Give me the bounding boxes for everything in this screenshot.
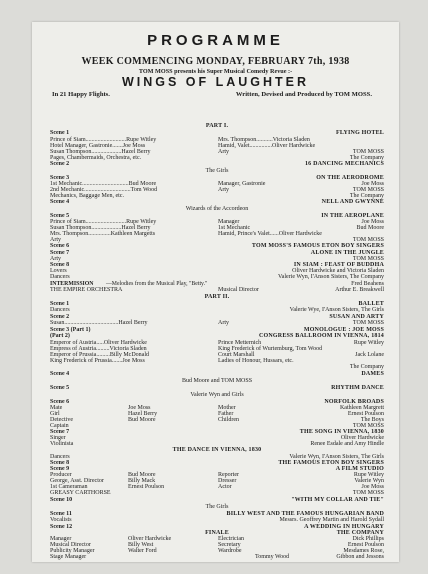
role: Detective [50, 417, 73, 423]
scene-title: CONGRESS BALLROOM IN VIENNA, 1814 [258, 333, 384, 339]
role: Prince of Siam...........................Rupe Witley [50, 219, 157, 225]
scene-title: FLYING HOTEL [335, 130, 384, 136]
role: Vocalists [50, 517, 72, 523]
scene-line [50, 243, 384, 250]
section-label: THE DANCE IN VIENNA, 1830 [172, 447, 262, 453]
scene-title: IN SIAM : FEAST OF BUDDHA [293, 262, 384, 268]
flights-text: In 21 Happy Flights. [52, 91, 110, 98]
actor-right: Rupe Witley [353, 340, 384, 346]
actor-right: Rupe Witley [353, 472, 384, 478]
scene-title: THE FAMOUS ETON BOY SINGERS [278, 460, 384, 466]
part-heading [50, 294, 384, 301]
intermission-label: INTERMISSION [50, 281, 94, 287]
actor-right: Dick Phillips [352, 536, 384, 542]
intermission-credit: Fred Beahens [351, 281, 384, 287]
actor: Hazel Berry [128, 411, 158, 417]
role: Empress of Austria.........Victoria Sladen [50, 346, 147, 352]
scene-title: A WEDDING IN HUNGARY [304, 524, 384, 530]
scene-line [50, 161, 384, 168]
actor-right: Arthur E. Breakwell [335, 287, 384, 293]
role: GREASY CARTHORSE [50, 490, 111, 496]
actor-right: Oliver Hardwicke [340, 435, 384, 441]
cast-line [50, 364, 384, 371]
role: 1st Mechanic...............................Bud Moore [50, 181, 157, 187]
role-right: Dresser [218, 478, 237, 484]
scene-title: MONOLOGUE : JOE MOSS [303, 327, 384, 333]
actor-right: The Boys [360, 417, 384, 423]
scene-title: NELL AND GWYNNE [321, 199, 384, 205]
actor-right: Joe Moss [361, 181, 384, 187]
role-right: Arty [218, 320, 229, 326]
actor-right: Kathleen Margrett [339, 405, 384, 411]
part-label: PART I. [205, 123, 229, 129]
scene-number: Scene 11 [50, 511, 72, 517]
actor-right: The Company [349, 364, 384, 370]
scene-line [50, 130, 384, 137]
role-right: Mother [218, 405, 236, 411]
cast-line [50, 320, 384, 327]
role-right: Mrs. Thompson...........Victoria Sladen [218, 137, 310, 143]
scene-line [50, 385, 384, 392]
role-right: Prince Metternich [218, 340, 262, 346]
actor: Ernest Poulson [128, 484, 165, 490]
actor-right: Valerie Wyn [354, 478, 384, 484]
actor: Joe Moss [128, 405, 151, 411]
performer-line [50, 206, 384, 213]
scene-title: BILLY WEST AND THE FAMOUS HUNGARIAN BAND [226, 511, 384, 517]
scene-title: NORFOLK BROADS [324, 399, 384, 405]
role: Girl [50, 411, 60, 417]
cast-line [50, 554, 384, 561]
role: Mechanics, Baggage Men, etc. [50, 193, 124, 199]
actor-right: Bud Moore [356, 225, 384, 231]
role-right: Court Marshall [218, 352, 255, 358]
role: 1st Cameraman [50, 484, 88, 490]
actor-right: TOM MOSS [352, 320, 384, 326]
role: Susan Thompson....................Hazel Berry [50, 225, 151, 231]
role-right: Ladies of Honour, Hussars, etc. [218, 358, 294, 364]
performers: The Girls [205, 504, 229, 510]
performer-line [50, 504, 384, 511]
role-right: Manager, Gastronie [218, 181, 266, 187]
role-right: Father [218, 411, 234, 417]
role: Producer [50, 472, 72, 478]
intermission-note: —Melodies from the Musical Play, "Betty." [106, 281, 208, 287]
scene-number: Scene 6 [50, 399, 70, 405]
scene-number: Scene 6 [50, 243, 70, 249]
scene-number: Scene 7 [50, 429, 70, 435]
role: Arty [50, 256, 61, 262]
scene-line [50, 497, 384, 504]
scene-title: BALLET [358, 301, 384, 307]
scene-number: Scene 12 [50, 524, 73, 530]
show-title: WINGS OF LAUGHTER [121, 75, 310, 89]
performer-line [50, 168, 384, 175]
role: Pages, Chambermaids, Orchestra, etc. [50, 155, 142, 161]
performer-line [50, 392, 384, 399]
section-title [50, 447, 384, 454]
role-right: 1st Mechanic [218, 225, 251, 231]
scene-title: ALONE IN THE JUNGLE [310, 250, 384, 256]
scene-title: A FILM STUDIO [335, 466, 384, 472]
scene-title: ON THE AERODROME [316, 175, 384, 181]
role: Singer [50, 435, 66, 441]
role-right: Actor [218, 484, 232, 490]
scene-title: "WITH MY COLLAR AND TIE" [291, 497, 384, 503]
role-right: Hamid, Valet...............Oliver Hardwicke [218, 143, 316, 149]
actor-right: Messrs. Geoffrey Martin and Harold Sydall [279, 517, 384, 523]
scene-number: Scene 1 [50, 301, 70, 307]
role-right: Arty [218, 149, 229, 155]
scene-number: Scene 2 [50, 314, 70, 320]
actor: Bud Moore [128, 472, 156, 478]
performers: Bud Moore and TOM MOSS [181, 378, 253, 384]
role: Susan....................................Hazel Berry [50, 320, 148, 326]
actor: Walter Ford [128, 548, 157, 554]
role: Emperor of Austria.....Oliver Hardwicke [50, 340, 147, 346]
actor-right: Jack Lolane [355, 352, 384, 358]
performers: The Girls [205, 168, 229, 174]
scene-number: Scene 9 [50, 466, 70, 472]
role: Mate [50, 405, 63, 411]
performers: Valerie Wyn and Girls [190, 392, 244, 398]
scene-number: Scene 8 [50, 460, 70, 466]
week-heading: WEEK COMMENCING MONDAY, FEBRUARY 7th, 1938 [81, 56, 350, 67]
cast-line [50, 307, 384, 314]
actor-right: Valerie Wye, I'Anson Sisters, The Girls [289, 307, 384, 313]
actor-right: Ernest Poulson [347, 542, 384, 548]
scene-number: Scene 3 [50, 175, 70, 181]
actor: Billy Mack [128, 478, 156, 484]
actor-right: TOM MOSS [352, 256, 384, 262]
scene-number: (Part 2) [50, 333, 70, 339]
role: Publicity Manager [50, 548, 95, 554]
scene-number: Scene 5 [50, 385, 70, 391]
scene-number: Scene 7 [50, 250, 70, 256]
role: Emperor of Prussia.........Billy McDonald [50, 352, 149, 358]
actor-right: TOM MOSS [352, 423, 384, 429]
actor-right: Renee Esdale and Amy Hindle [310, 441, 384, 447]
scene-number: Scene 10 [50, 497, 73, 503]
role: Manager [50, 536, 72, 542]
scene-line [50, 371, 384, 378]
actor-right: TOM MOSS [352, 490, 384, 496]
role: Dancers [50, 454, 70, 460]
part-label: PART II. [204, 294, 230, 300]
actor: Tommy Wood [255, 554, 290, 560]
performer-line [50, 378, 384, 385]
scene-title: RHYTHM DANCE [331, 385, 384, 391]
programme-title: PROGRAMME [147, 32, 284, 49]
role-right: Arty [218, 187, 229, 193]
scene-number: Scene 8 [50, 262, 70, 268]
actor-right: TOM MOSS [352, 237, 384, 243]
scene-number: Scene 4 [50, 371, 70, 377]
actor-right: The Company [349, 193, 384, 199]
role: Captain [50, 423, 69, 429]
presents-line: TOM MOSS presents his Super Musical Comedy Revue :- [138, 68, 293, 75]
role-right: Hamid, Prince's Valet......Oliver Hardwicke [218, 231, 322, 237]
actor-right: Oliver Hardwicke and Victoria Sladen [292, 268, 384, 274]
scene-title: DAMES [361, 371, 384, 377]
actor: Oliver Hardwicke [128, 536, 172, 542]
programme-sheet [32, 22, 399, 562]
scene-title: SUSAN AND ARTY [329, 314, 384, 320]
role: Mrs. Thompson...............Kathleen Margetts [50, 231, 156, 237]
role: 2nd Mechanic...............................Tom Wood [50, 187, 158, 193]
role: THE EMPIRE ORCHESTRA [50, 287, 123, 293]
scene-title: THE SONG IN VIENNA, 1830 [299, 429, 384, 435]
role: Lovers [50, 268, 67, 274]
role-right: Manager [218, 219, 240, 225]
actor-right: TOM MOSS [352, 149, 384, 155]
part-heading [50, 123, 384, 130]
actor-right: Mesdames Rose, [343, 548, 384, 554]
cast-line [50, 287, 384, 294]
actor-right: Ernest Poulson [347, 411, 384, 417]
role: King Frederick of Prussia.......Joe Moss [50, 358, 145, 364]
role-right: Secretary [218, 542, 241, 548]
actor-right: Joe Moss [361, 219, 384, 225]
role-right: Electrician [218, 536, 244, 542]
scene-line [50, 199, 384, 206]
role: Dancers [50, 274, 70, 280]
scene-line [50, 333, 384, 340]
actor-right: Valerie Wyn, I'Anson Sisters, The Girls [289, 454, 384, 460]
scene-number: Scene 3 (Part 1) [50, 327, 91, 333]
actor-right: TOM MOSS [352, 187, 384, 193]
actor: Bud Moore [128, 417, 156, 423]
role: Susan Thompson....................Hazel Berry [50, 149, 151, 155]
scene-number: Scene 4 [50, 199, 70, 205]
role: George, Asst. Director [50, 478, 104, 484]
actor-right: Gibbon and Jessons [336, 554, 384, 560]
role: Dancers [50, 307, 70, 313]
role-right: Children [218, 417, 239, 423]
role: Prince of Siam...........................Rupe Witley [50, 137, 157, 143]
role-right: King Frederick of Wurtemburg, Tom Wood [218, 346, 323, 352]
scene-title: 16 DANCING MECHANICS [304, 161, 384, 167]
written-text: Written, Devised and Produced by TOM MOSS. [235, 91, 372, 98]
actor-right: Joe Moss [361, 484, 384, 490]
role-right: Wardrobe [218, 548, 242, 554]
credits-line [52, 91, 372, 98]
role-right: Reporter [218, 472, 239, 478]
scene-title: TOM MOSS'S FAMOUS ETON BOY SINGERS [251, 243, 384, 249]
cast-line [50, 490, 384, 497]
cast-line [50, 517, 384, 524]
actor-right: The Company [349, 155, 384, 161]
cast-line [50, 274, 384, 281]
section-company: THE COMPANY [336, 530, 384, 536]
role: Arty [50, 237, 61, 243]
performers: Wizards of the Accordeon [185, 206, 249, 212]
scene-number: Scene 2 [50, 161, 70, 167]
section-label: FINALE [205, 530, 229, 536]
scene-number: Scene 1 [50, 130, 70, 136]
role-right: Musical Director [218, 287, 259, 293]
actor-right: Valerie Wyn, I'Anson Sisters, The Company [278, 274, 384, 280]
actor: Billy West [128, 542, 154, 548]
scene-title: IN THE AEROPLANE [321, 213, 384, 219]
role: Stage Manager [50, 554, 87, 560]
role: Hotel Manager, Gastronie.......Joe Moss [50, 143, 146, 149]
scene-number: Scene 5 [50, 213, 70, 219]
role: Violinista [50, 441, 74, 447]
role: Musical Director [50, 542, 91, 548]
